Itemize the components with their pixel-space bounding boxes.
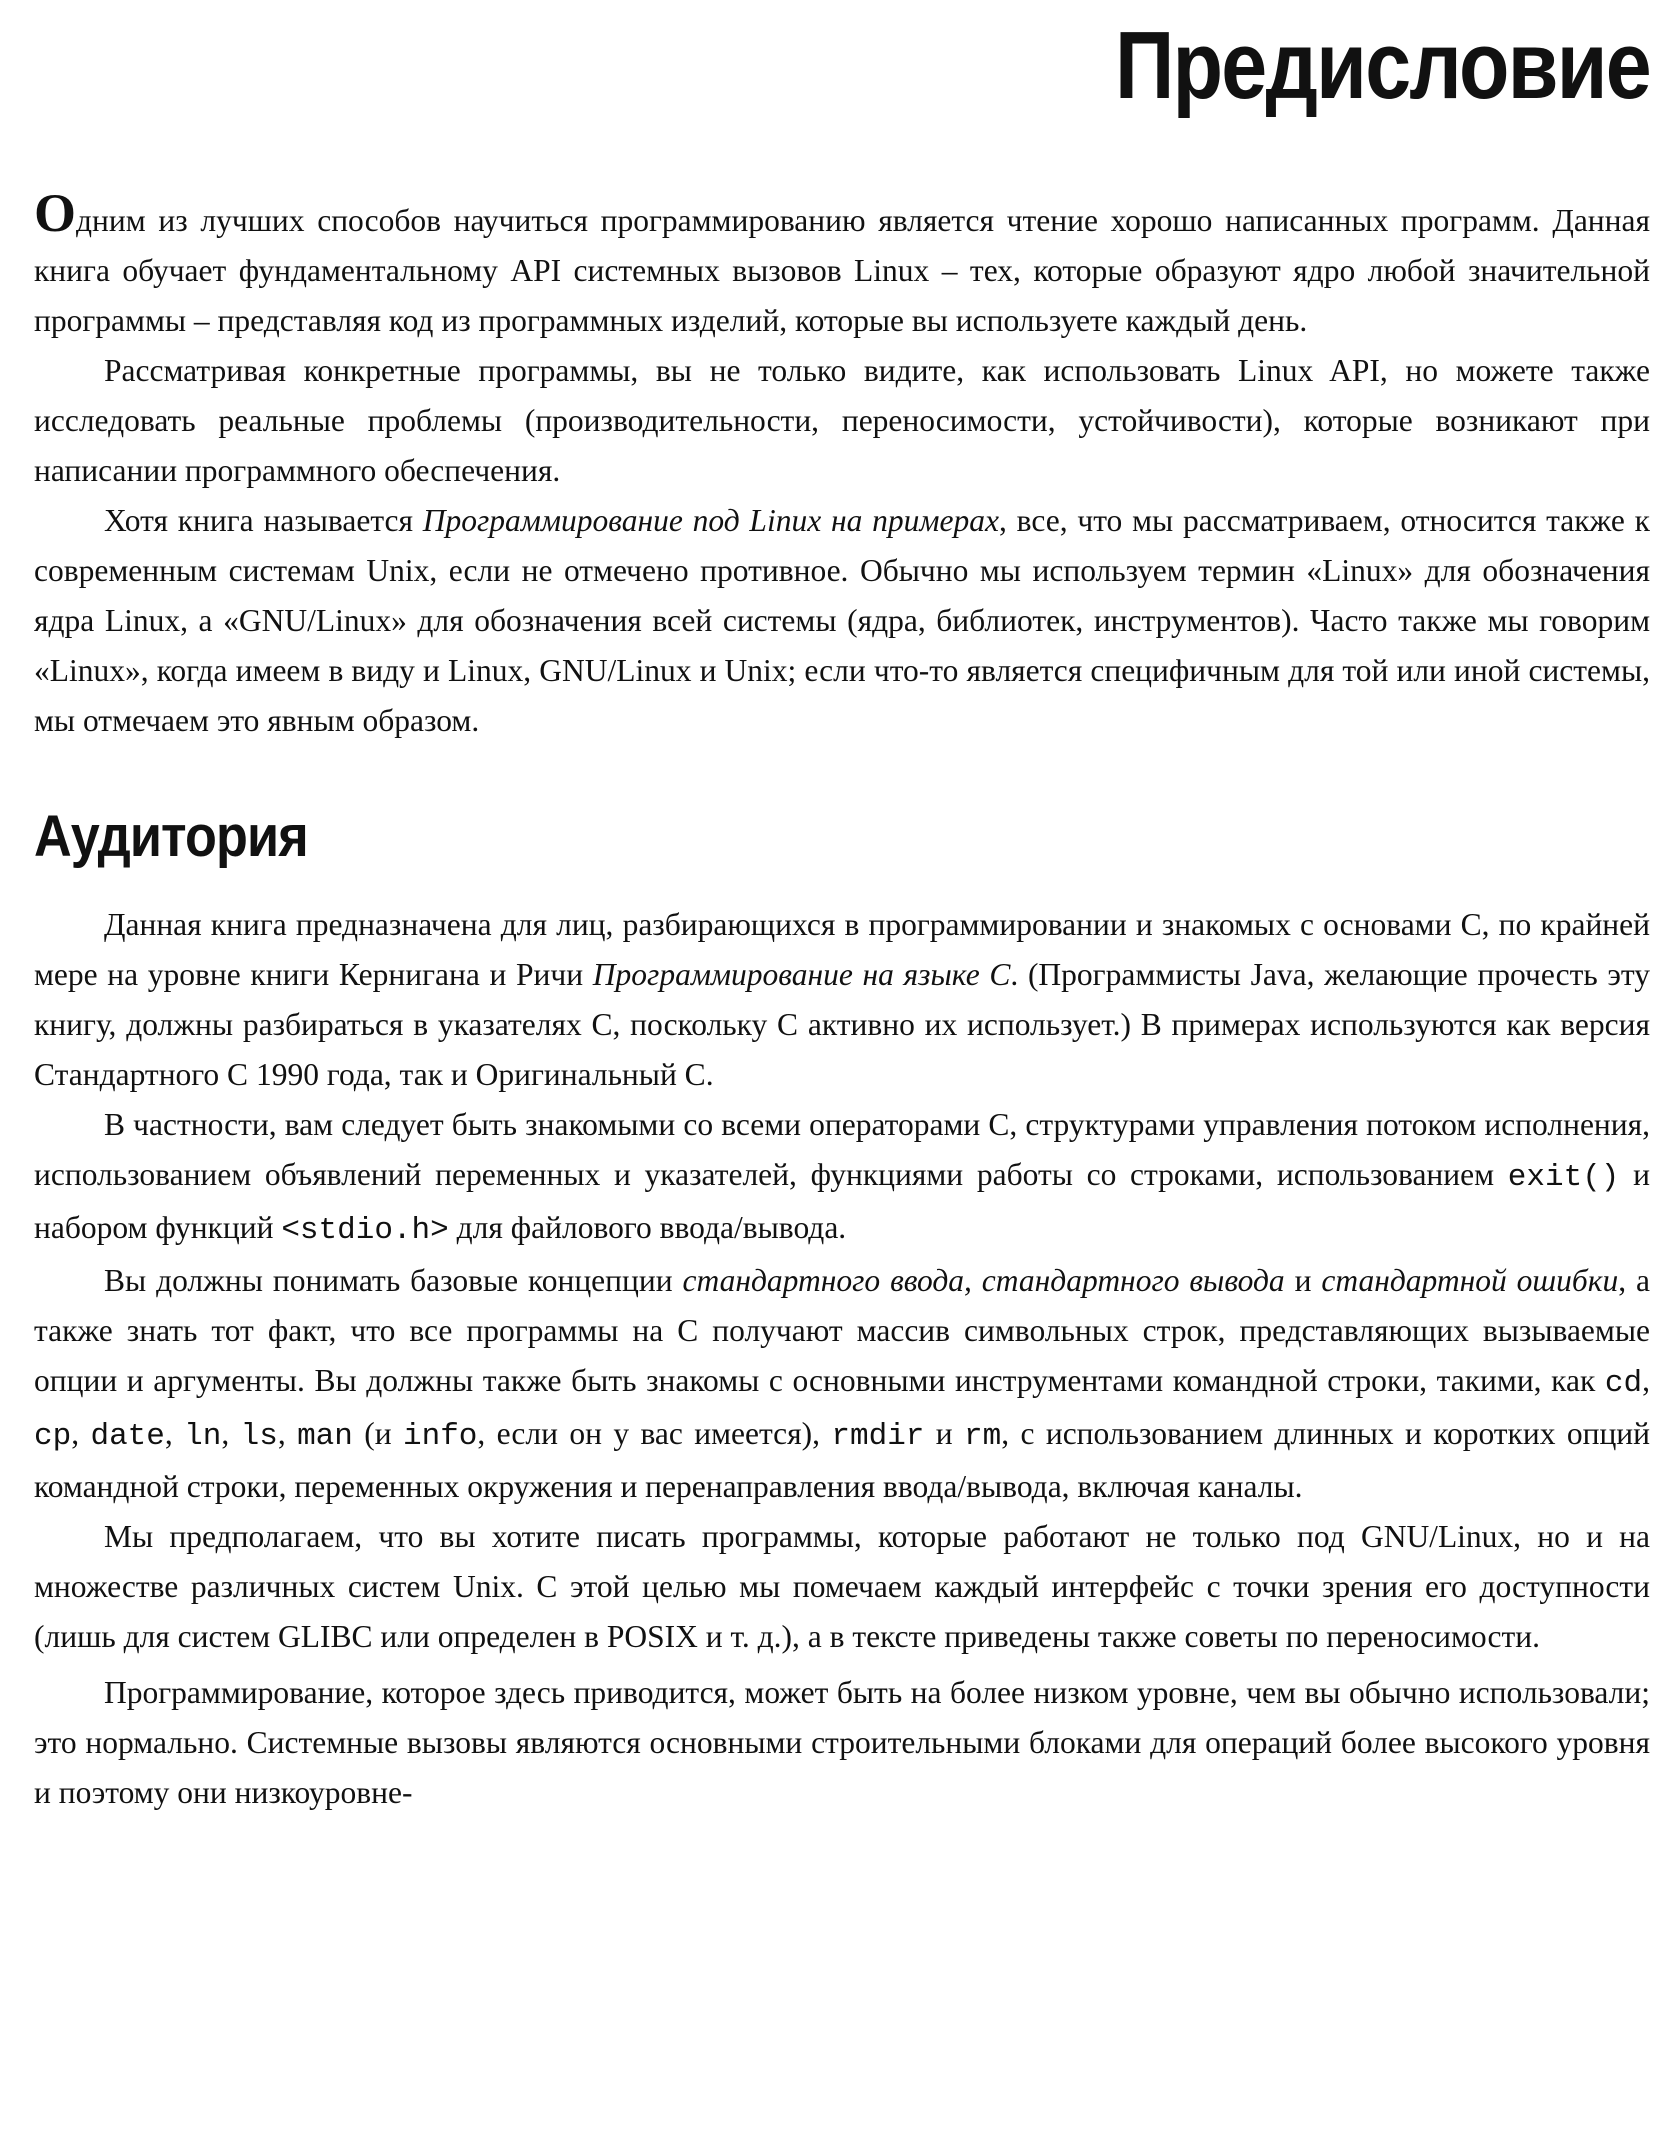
drop-cap: О [34,183,77,243]
code-ln: ln [184,1419,222,1454]
book-title-italic: Программирование под Linux на примерах [422,503,999,538]
audience-paragraph-4: Мы предполагаем, что вы хотите писать программы, которые работают не только под GNU/Linux, но и на множестве различных систем Unix. С этой целью мы помечаем каждый интерфейс с точки зрения его доступности (лишь для систем GLIBC или определен в POSIX и т. д.), а в тексте приведены также советы по переносимости. [34,1519,1650,1654]
audience-paragraph-1: Данная книга предназначена для лиц, разбирающихся в программировании и знакомых с основами C, по крайней мере на уровне книги Кернигана и Ричи Программирование на языке C. (Программисты Java, желающие прочесть эту книгу, должны разбираться в указателях C, поскольку C активно их использует.) В примерах используются как версия Стандартного C 1990 года, так и Оригинальный C. [34,907,1650,1092]
section-heading-audience: Аудитория [34,804,308,869]
code-man: man [297,1419,353,1454]
audience-paragraph-3: Вы должны понимать базовые концепции стандартного ввода, стандартного вывода и стандартной ошибки, а также знать тот факт, что все программы на C получают массив символьных строк, представляющих вызываемые опции и аргументы. Вы должны также быть знакомы с основными инструментами командной строки, такими, как cd, cp, date, ln, ls, man (и info, если он у вас имеется), rmdir и rm, с использованием длинных и коротких опций командной строки, переменных окружения и перенаправления ввода/вывода, включая каналы. [34,1263,1650,1504]
std-error-italic: стандартной ошибки [1321,1263,1619,1298]
std-io-italic: стандартного ввода, стандартного вывода [682,1263,1285,1298]
code-stdio-header: <stdio.h> [281,1213,449,1248]
code-cp: cp [34,1419,72,1454]
code-cd: cd [1604,1366,1643,1401]
code-rm: rm [964,1419,1002,1454]
code-ls: ls [240,1419,278,1454]
code-date: date [90,1419,165,1454]
audience-paragraph-2: В частности, вам следует быть знакомыми со всеми операторами C, структурами управления потоком исполнения, использованием объявлений переменных и указателей, функциями работы со строками, использованием exit() и набором функций <stdio.h> для файлового ввода/вывода. [34,1107,1650,1248]
intro-paragraph-2: Рассматривая конкретные программы, вы не только видите, как использовать Linux API, но можете также исследовать реальные проблемы (производительности, переносимости, устойчивости), которые возникают при написании программного обеспечения. [34,353,1650,488]
book-page [34,0,1650,2140]
chapter-title: Предисловие [1114,12,1650,119]
intro-paragraph-1-text: дним из лучших способов научиться программированию является чтение хорошо написанных программ. Данная книга обучает фундаментальному API системных вызовов Linux – тех, которые образуют ядро любой значительной программы – представляя код из программных изделий, которые вы используете каждый день. [34,203,1650,338]
code-info: info [403,1419,478,1454]
intro-paragraph-3: Хотя книга называется Программирование под Linux на примерах, все, что мы рассматриваем, относится также к современным системам Unix, если не отмечено противное. Обычно мы используем термин «Linux» для обозначения ядра Linux, а «GNU/Linux» для обозначения всей системы (ядра, библиотек, инструментов). Часто также мы говорим «Linux», когда имеем в виду и Linux, GNU/Linux и Unix; если что-то является специфичным для той или иной системы, мы отмечаем это явным образом. [34,503,1650,738]
kr-book-title-italic: Программирование на языке C [592,957,1011,992]
intro-paragraph-1 [34,183,1650,346]
audience-paragraph-5: Программирование, которое здесь приводится, может быть на более низком уровне, чем вы обычно использовали; это нормально. Системные вызовы являются основными строительными блоками для операций более высокого уровня и поэтому они низкоуровне- [34,1675,1650,1810]
code-exit: exit() [1507,1160,1620,1195]
code-rmdir: rmdir [831,1419,925,1454]
